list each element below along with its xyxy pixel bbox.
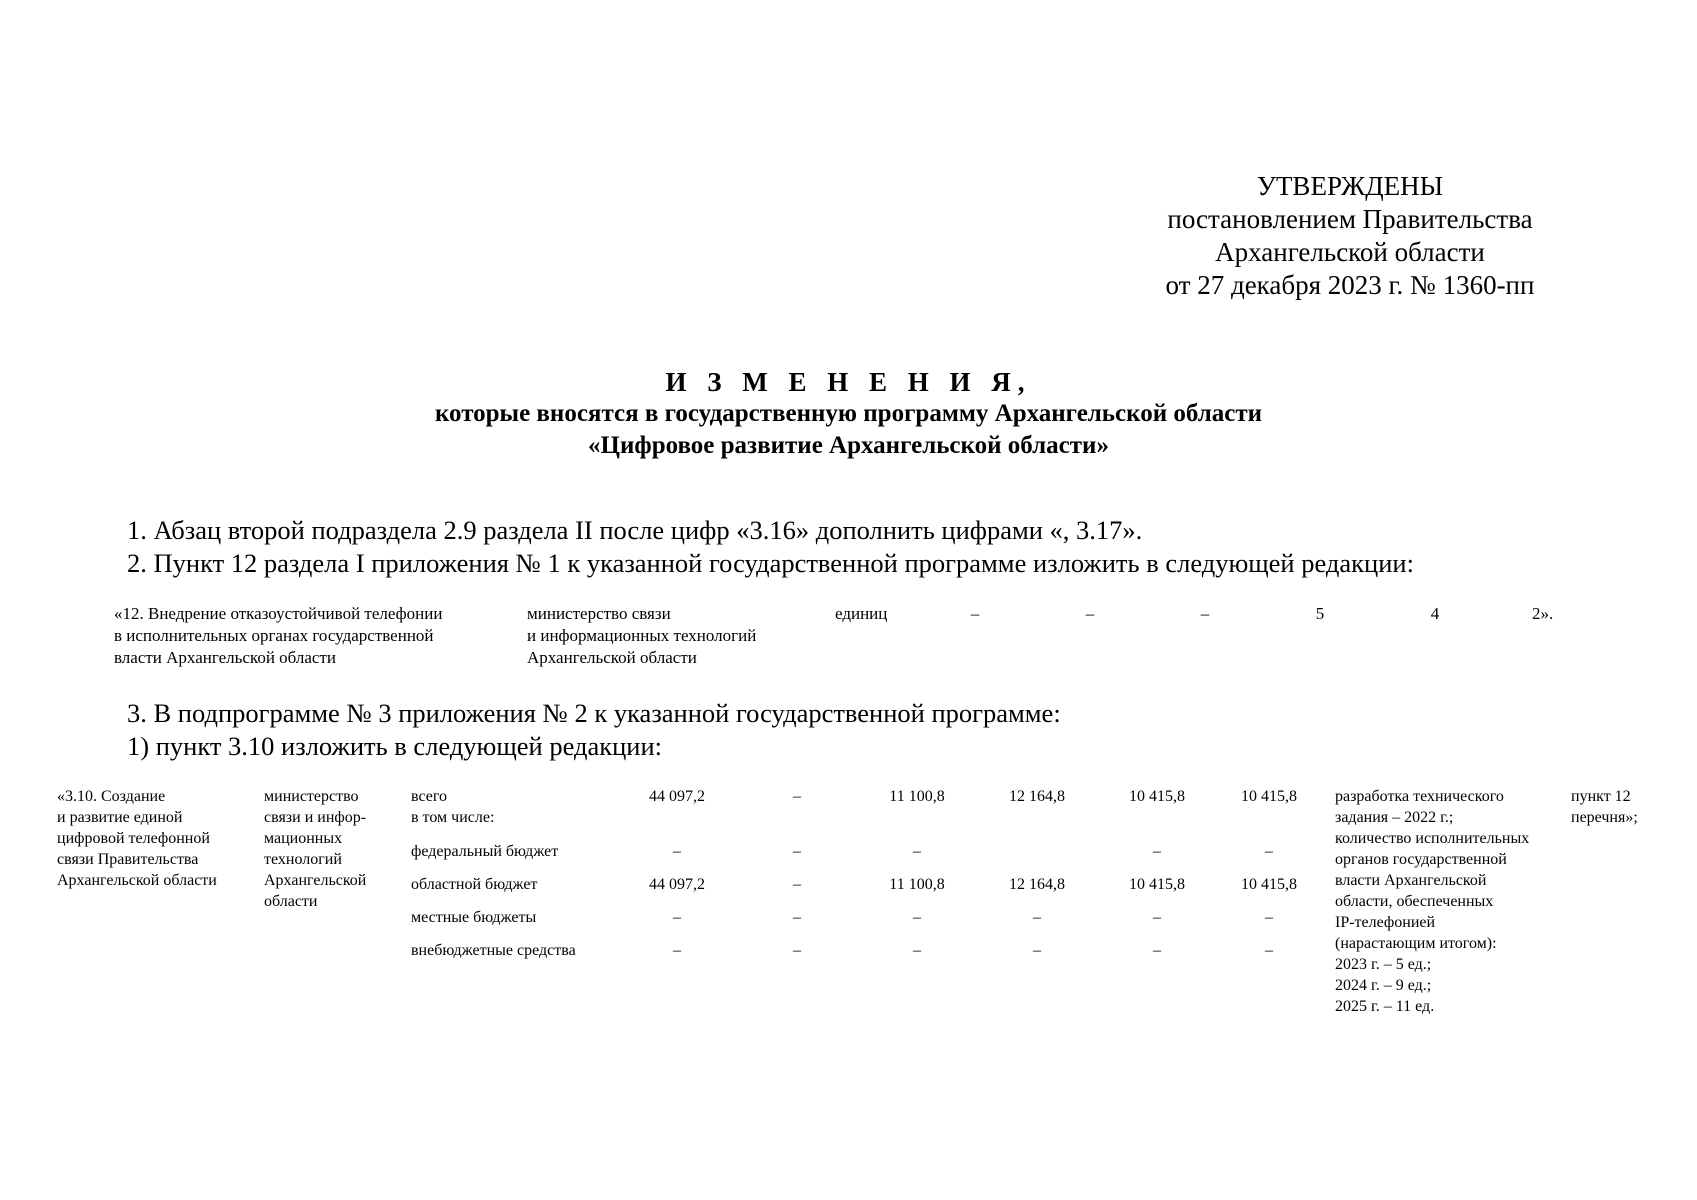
table2-result: разработка технического задания – 2022 г.; количество исполнительных органов государственной власти Архангельской области, обеспеченных IP-телефонией (нарастающим итогом): 2023 г. – 5 ед.; 2024 г. – 9 ед.; 2025 г. – 11 ед. [1335, 788, 1530, 1015]
title-line-3: «Цифровое развитие Архангельской области» [588, 432, 1109, 459]
table2-cell: – [1033, 909, 1041, 926]
paragraph-3: 3. В подпрограмме № 3 приложения № 2 к указанной государственной программе: [127, 698, 1061, 728]
table2-cell: 10 415,8 [1241, 788, 1297, 805]
approval-line-2: постановлением Правительства [1167, 204, 1533, 234]
title-line-2: которые вносятся в государственную программу Архангельской области [434, 400, 1263, 427]
approval-date: от 27 декабря 2023 г. № 1360-пп [1165, 270, 1535, 300]
table2-cell: – [1265, 942, 1273, 959]
table2-row-label-total: всего [411, 788, 448, 805]
table2-cell: – [673, 942, 681, 959]
table2-name: «3.10. Создание и развитие единой цифровой телефонной связи Правительства Архангельской области [57, 788, 217, 889]
table2-row-label-including: в том числе: [411, 809, 495, 826]
table2-cell: 44 097,2 [649, 876, 705, 893]
paragraph-1: 1. Абзац второй подраздела 2.9 раздела II после цифр «3.16» дополнить цифрами «, 3.17». [127, 515, 1143, 545]
table1-unit: единиц [835, 604, 888, 623]
approval-line-3: Архангельской области [1215, 237, 1485, 267]
table2-cell: – [913, 909, 921, 926]
table2-executor: министерство связи и инфор- мационных технологий Архангельской области [264, 788, 367, 910]
table1-value-1: – [970, 604, 980, 623]
table2-cell: – [793, 942, 801, 959]
document-title [0, 366, 1697, 462]
table2-cell: – [793, 788, 801, 805]
table2-cell: 10 415,8 [1241, 876, 1297, 893]
approval-heading: УТВЕРЖДЕНЫ [1256, 171, 1444, 201]
table1-value-5: 4 [1430, 604, 1440, 623]
table1-name: «12. Внедрение отказоустойчивой телефонии в исполнительных органах государственной власти Архангельской области [114, 604, 443, 667]
table2-cell: – [1153, 843, 1161, 860]
table2-cell: – [673, 909, 681, 926]
table2-cell: – [1033, 942, 1041, 959]
table2-cell: – [913, 942, 921, 959]
table2-cell: – [793, 876, 801, 893]
table2-cell: – [1153, 942, 1161, 959]
table2-cell: 10 415,8 [1129, 876, 1185, 893]
table2-row-label-federal: федеральный бюджет [411, 843, 559, 860]
table2-cell: – [793, 843, 801, 860]
table2-row-label-regional: областной бюджет [411, 876, 538, 893]
table1-value-3: – [1200, 604, 1210, 623]
table2-row-label-extrabudget: внебюджетные средства [411, 942, 576, 959]
table2-cell: 10 415,8 [1129, 788, 1185, 805]
table2-cell: 11 100,8 [889, 876, 945, 893]
table2-cell: 12 164,8 [1009, 788, 1065, 805]
title-line-1: И З М Е Н Е Н И Я, [665, 367, 1032, 397]
table2-cell: – [673, 843, 681, 860]
table1-executor: министерство связи и информационных технологий Архангельской области [527, 604, 757, 667]
approval-block [1150, 170, 1550, 302]
table2-link: пункт 12 перечня»; [1571, 788, 1638, 826]
table2-row-label-local: местные бюджеты [411, 909, 537, 926]
table2-cell: 11 100,8 [889, 788, 945, 805]
table2-cell: – [913, 843, 921, 860]
table2-cell: – [1153, 909, 1161, 926]
table2-cell: 12 164,8 [1009, 876, 1065, 893]
table2-cell: – [793, 909, 801, 926]
table2-cell: 44 097,2 [649, 788, 705, 805]
table1-value-4: 5 [1315, 604, 1325, 623]
paragraph-2: 2. Пункт 12 раздела I приложения № 1 к указанной государственной программе изложить в следующей редакции: [127, 548, 1414, 578]
table2-cell: – [1265, 909, 1273, 926]
table1-value-2: – [1085, 604, 1095, 623]
table1-value-6: 2». [1532, 604, 1554, 623]
paragraph-4: 1) пункт 3.10 изложить в следующей редакции: [127, 731, 663, 761]
table2-cell: – [1265, 843, 1273, 860]
